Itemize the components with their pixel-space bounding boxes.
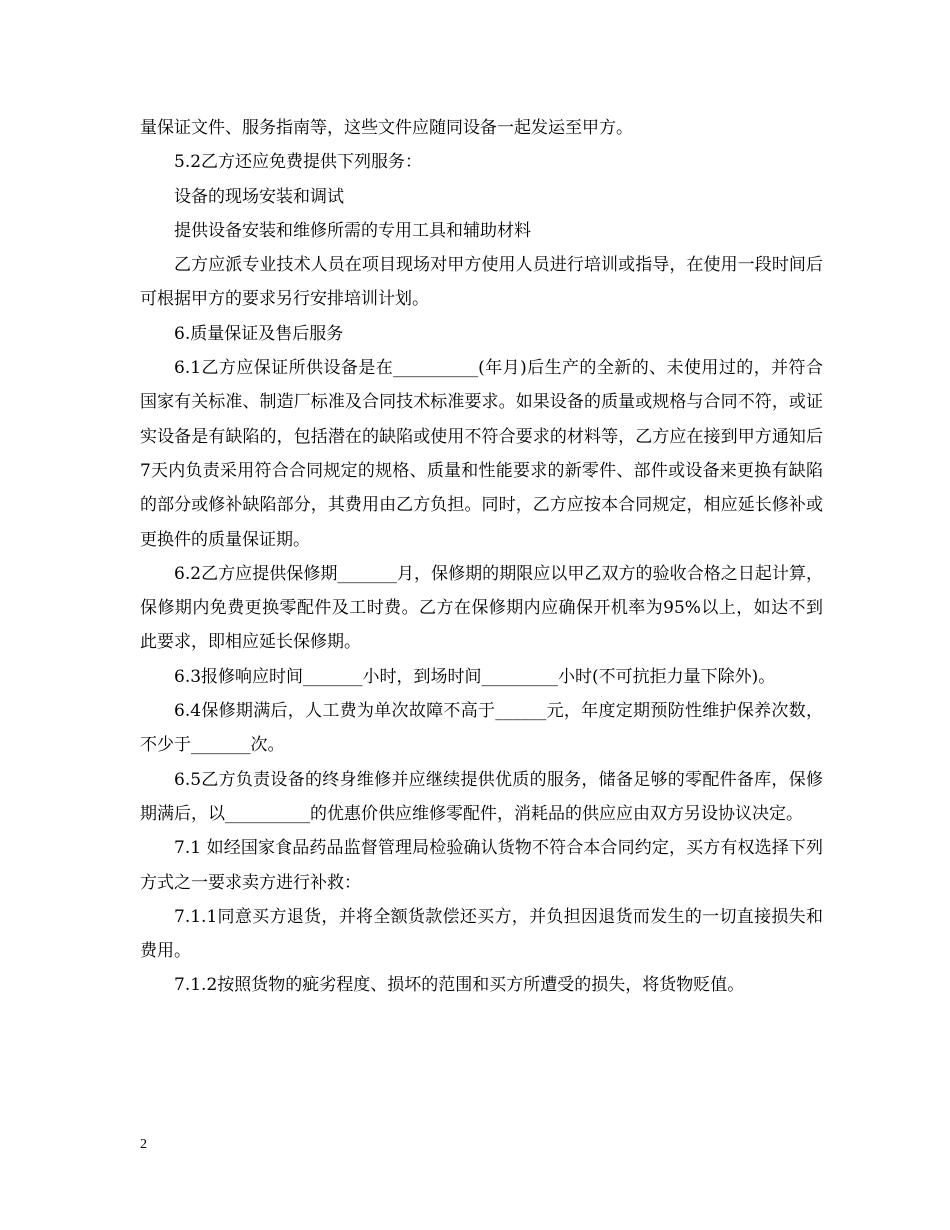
paragraph: 6.4保修期满后，人工费为单次故障不高于______元，年度定期预防性维护保养次数，不少于_______次。 [140, 701, 823, 756]
document-body [140, 111, 823, 1003]
paragraph: 5.2乙方还应免费提供下列服务： [174, 152, 423, 173]
paragraph: 7.1 如经国家食品药品监督管理局检验确认货物不符合本合同约定，买方有权选择下列方式之一要求卖方进行补救： [140, 838, 823, 893]
page-number: 2 [140, 1137, 147, 1152]
paragraph: 乙方应派专业技术人员在项目现场对甲方使用人员进行培训或指导，在使用一段时间后可根据甲方的要求另行安排培训计划。 [140, 255, 823, 310]
paragraph: 6.1乙方应保证所供设备是在__________(年月)后生产的全新的、未使用过的，并符合国家有关标准、制造厂标准及合同技术标准要求。如果设备的质量或规格与合同不符，或证实设备是有缺陷的，包括潜在的缺陷或使用不符合要求的材料等，乙方应在接到甲方通知后7天内负责采用符合合同规定的规格、质量和性能要求的新零件、部件或设备来更换有缺陷的部分或修补缺陷部分，其费用由乙方负担。同时，乙方应按本合同规定，相应延长修补或更换件的质量保证期。 [140, 358, 823, 550]
paragraph: 设备的现场安装和调试 [174, 186, 344, 207]
paragraph: 6.2乙方应提供保修期_______月，保修期的期限应以甲乙双方的验收合格之日起计算，保修期内免费更换零配件及工时费。乙方在保修期内应确保开机率为95%以上，如达不到此要求，即相应延长保修期。 [140, 563, 823, 653]
paragraph: 6.3报修响应时间_______小时，到场时间_________小时(不可抗拒力量下除外)。 [174, 666, 776, 687]
section-heading: 6.质量保证及售后服务 [174, 323, 344, 344]
paragraph: 量保证文件、服务指南等，这些文件应随同设备一起发运至甲方。 [140, 118, 633, 138]
paragraph: 提供设备安装和维修所需的专用工具和辅助材料 [174, 220, 531, 241]
paragraph: 6.5乙方负责设备的终身维修并应继续提供优质的服务，储备足够的零配件备库，保修期满后，以__________的优惠价供应维修零配件，消耗品的供应应由双方另设协议决定。 [140, 769, 823, 824]
paragraph: 7.1.1同意买方退货，并将全额货款偿还买方，并负担因退货而发生的一切直接损失和费用。 [140, 906, 823, 962]
paragraph: 7.1.2按照货物的疵劣程度、损坏的范围和买方所遭受的损失，将货物贬值。 [174, 975, 745, 996]
